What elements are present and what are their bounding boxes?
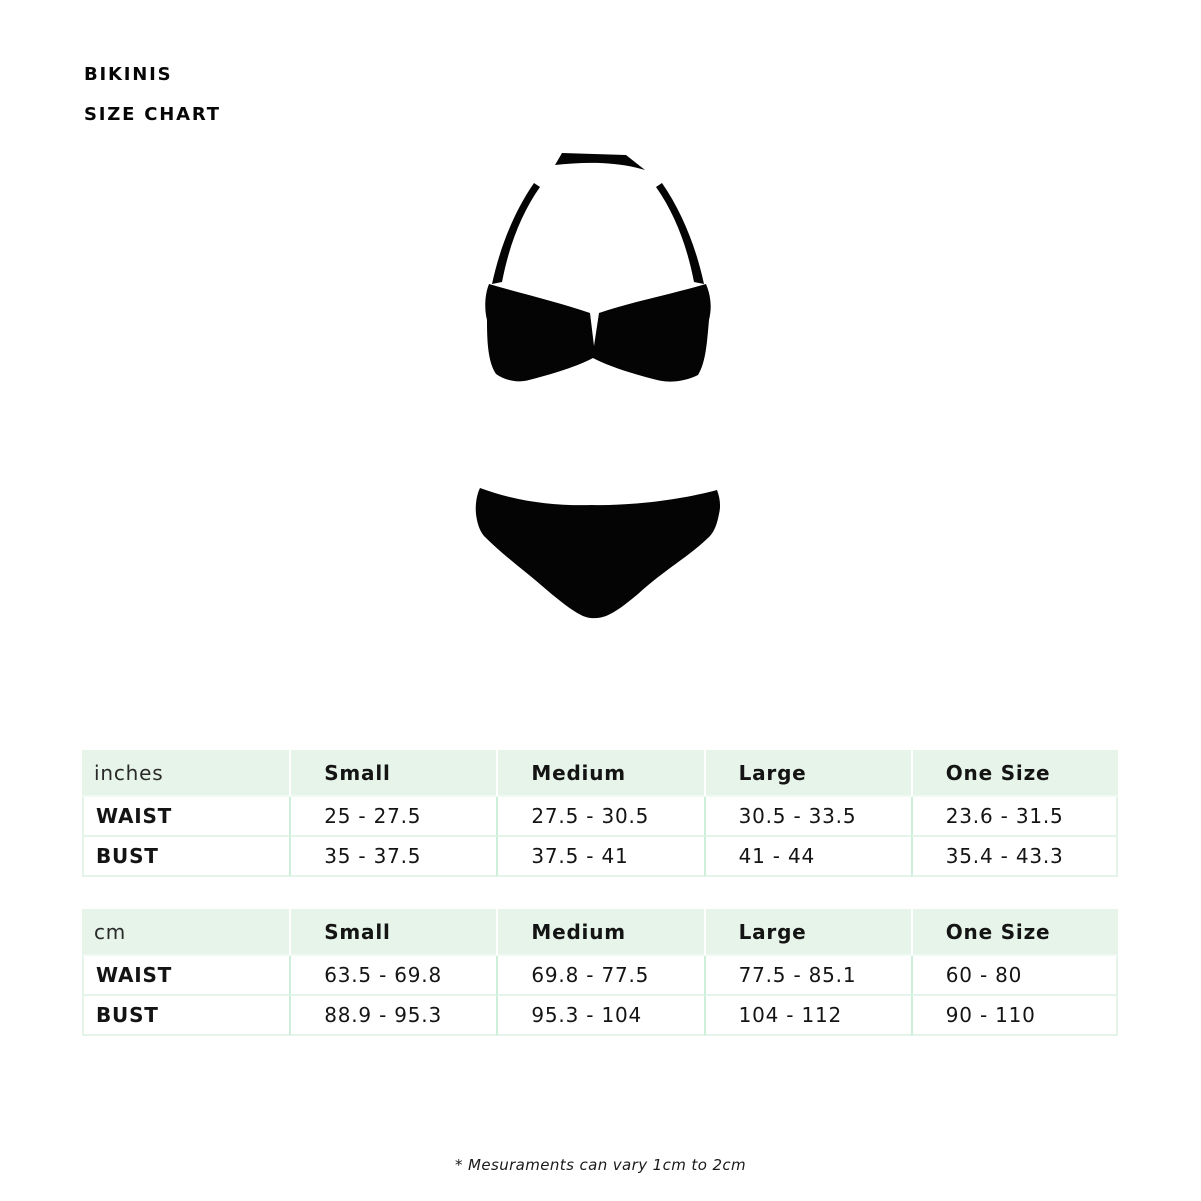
bust-large-value: 41 - 44 [704, 837, 911, 877]
column-header-medium: Medium [496, 750, 703, 797]
header-row [82, 750, 1118, 797]
bust-one-size-value: 90 - 110 [911, 996, 1118, 1036]
row-label-bust: BUST [82, 996, 289, 1036]
waist-medium-value: 27.5 - 30.5 [496, 797, 703, 837]
header-row [82, 909, 1118, 956]
bikini-illustration-icon [468, 142, 732, 634]
column-header-small: Small [289, 750, 496, 797]
bust-small-value: 88.9 - 95.3 [289, 996, 496, 1036]
column-header-large: Large [704, 750, 911, 797]
bust-small-value: 35 - 37.5 [289, 837, 496, 877]
table-row-waist [82, 797, 1118, 837]
column-header-medium: Medium [496, 909, 703, 956]
size-table-inches [82, 750, 1118, 877]
waist-large-value: 77.5 - 85.1 [704, 956, 911, 996]
unit-header: inches [82, 750, 289, 797]
column-header-one-size: One Size [911, 750, 1118, 797]
page-title: BIKINIS [84, 64, 173, 85]
table-row-bust [82, 837, 1118, 877]
bikini-bottom [476, 488, 720, 618]
waist-medium-value: 69.8 - 77.5 [496, 956, 703, 996]
waist-large-value: 30.5 - 33.5 [704, 797, 911, 837]
waist-one-size-value: 23.6 - 31.5 [911, 797, 1118, 837]
waist-small-value: 63.5 - 69.8 [289, 956, 496, 996]
waist-one-size-value: 60 - 80 [911, 956, 1118, 996]
bikini-top-cups [485, 284, 710, 382]
waist-small-value: 25 - 27.5 [289, 797, 496, 837]
bikini-top-right-strap [656, 183, 704, 284]
measurement-footnote: * Mesuraments can vary 1cm to 2cm [454, 1156, 747, 1174]
bust-medium-value: 37.5 - 41 [496, 837, 703, 877]
bikini-top-left-strap [492, 183, 540, 284]
unit-header: cm [82, 909, 289, 956]
column-header-one-size: One Size [911, 909, 1118, 956]
bust-large-value: 104 - 112 [704, 996, 911, 1036]
page-subtitle: SIZE CHART [84, 104, 221, 125]
column-header-small: Small [289, 909, 496, 956]
bust-one-size-value: 35.4 - 43.3 [911, 837, 1118, 877]
column-header-large: Large [704, 909, 911, 956]
table-row-bust [82, 996, 1118, 1036]
bust-medium-value: 95.3 - 104 [496, 996, 703, 1036]
row-label-bust: BUST [82, 837, 289, 877]
table-row-waist [82, 956, 1118, 996]
size-table-cm [82, 909, 1118, 1036]
bikini-top-neckband [555, 153, 645, 170]
row-label-waist: WAIST [82, 797, 289, 837]
row-label-waist: WAIST [82, 956, 289, 996]
